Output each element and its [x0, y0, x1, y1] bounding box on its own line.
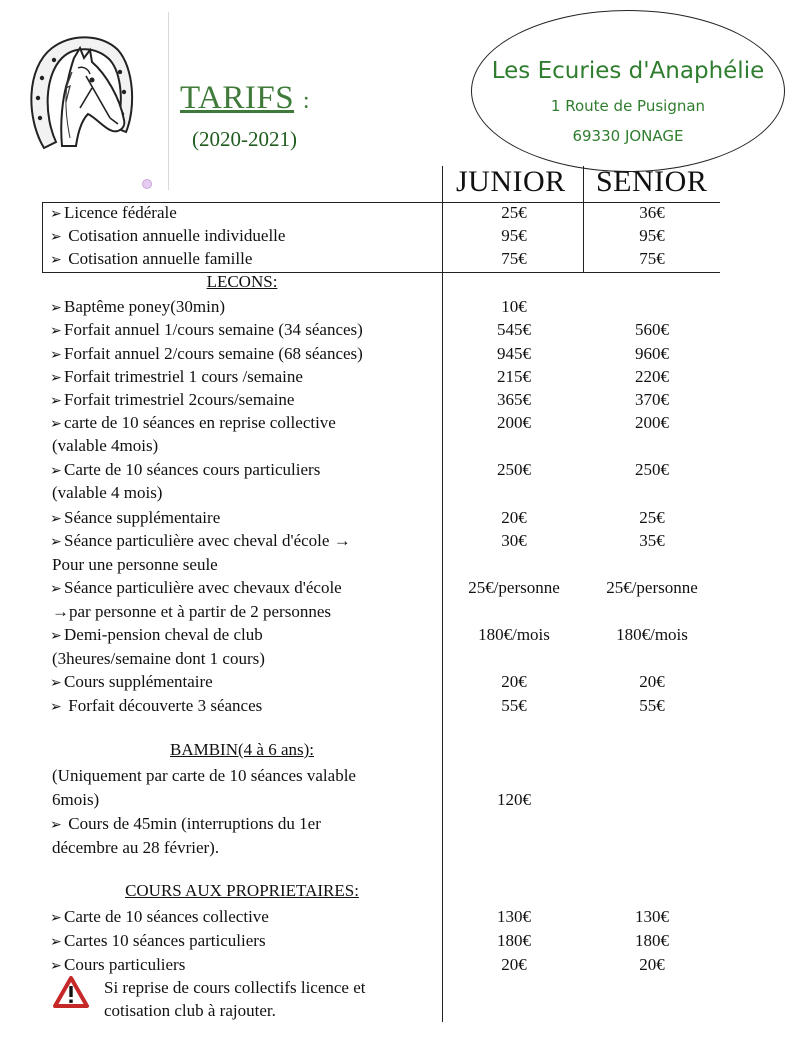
arrow-bullet-icon: ➢: [50, 393, 62, 409]
price-junior: 250€: [497, 460, 531, 479]
table-row: [50, 342, 363, 367]
arrow-bullet-icon: ➢: [50, 463, 62, 479]
row-label: Séance particulière avec chevaux d'école: [64, 578, 342, 597]
row-label: Séance particulière avec cheval d'école →: [64, 531, 351, 550]
row-label: Cours particuliers: [64, 955, 186, 974]
price-junior: 130€: [497, 907, 531, 926]
row-label: Cours supplémentaire: [64, 672, 213, 691]
price-senior: 25€: [639, 508, 665, 527]
table-row: [50, 694, 262, 719]
table-divider-junior: [442, 166, 443, 1022]
bambin-bullet-continued: décembre au 28 février).: [52, 838, 220, 857]
section-title-lecons: LECONS:: [206, 272, 278, 291]
row-label: Forfait annuel 2/cours semaine (68 séances): [64, 344, 363, 363]
price-senior: 95€: [639, 226, 665, 245]
price-junior: 200€: [497, 413, 531, 432]
price-senior: 180€/mois: [616, 625, 688, 644]
price-junior: 180€: [497, 931, 531, 950]
row-label: Carte de 10 séances collective: [64, 907, 269, 926]
arrow-bullet-icon: ➢: [50, 934, 62, 950]
table-row: [50, 529, 351, 554]
price-senior: 250€: [635, 460, 669, 479]
price-junior: 20€: [501, 672, 527, 691]
bambin-note-line2: 6mois): [52, 790, 100, 809]
price-senior: 36€: [639, 203, 665, 222]
header-divider: [168, 12, 169, 190]
row-label-continued: Pour une personne seule: [52, 555, 218, 574]
row-label-continued: →par personne et à partir de 2 personnes: [52, 602, 331, 621]
page-title: [180, 80, 310, 117]
warning-line2: cotisation club à rajouter.: [104, 1001, 276, 1020]
arrow-bullet-icon: ➢: [50, 534, 62, 550]
price-senior: 130€: [635, 907, 669, 926]
arrow-bullet-icon: ➢: [50, 628, 62, 644]
price-senior: 960€: [635, 344, 669, 363]
table-row: [50, 411, 336, 436]
price-junior: 215€: [497, 367, 531, 386]
price-senior: 55€: [639, 696, 665, 715]
horseshoe-horse-icon: [22, 28, 142, 168]
price-junior: 75€: [501, 249, 527, 268]
section-title-bambin: BAMBIN(4 à 6 ans):: [169, 740, 314, 759]
row-label: Cotisation annuelle famille: [68, 249, 253, 268]
arrow-bullet-icon: ➢: [50, 370, 62, 386]
row-label: Cartes 10 séances particuliers: [64, 931, 266, 950]
row-label: Demi-pension cheval de club: [64, 625, 263, 644]
price-junior: 20€: [501, 955, 527, 974]
price-junior: 20€: [501, 508, 527, 527]
table-row: [50, 623, 263, 648]
warning-line1: Si reprise de cours collectifs licence et: [104, 978, 366, 997]
price-senior: 75€: [639, 249, 665, 268]
title-colon: :: [302, 88, 310, 114]
column-header-senior: SENIOR: [596, 165, 708, 198]
price-junior: 55€: [501, 696, 527, 715]
row-label: Cotisation annuelle individuelle: [68, 226, 286, 245]
row-label: Forfait annuel 1/cours semaine (34 séances): [64, 320, 363, 339]
row-label: Baptême poney(30min): [64, 297, 225, 316]
arrow-bullet-icon: ➢: [50, 910, 62, 926]
table-row: [50, 201, 177, 226]
table-border-left: [42, 202, 43, 273]
bambin-bullet-text: Cours de 45min (interruptions du 1er: [68, 814, 321, 833]
club-address-line2: 69330 JONAGE: [572, 127, 684, 145]
row-label-continued: (valable 4 mois): [52, 483, 163, 502]
arrow-bullet-icon: ➢: [50, 581, 62, 597]
column-header-junior: JUNIOR: [456, 165, 566, 198]
price-junior: 945€: [497, 344, 531, 363]
price-junior: 25€: [501, 203, 527, 222]
warning-triangle-icon: [53, 976, 89, 1008]
price-senior: 20€: [639, 672, 665, 691]
arrow-bullet-icon: ➢: [50, 229, 62, 245]
table-row: [50, 224, 285, 249]
arrow-bullet-icon: ➢: [50, 511, 62, 527]
arrow-bullet-icon: ➢: [50, 347, 62, 363]
row-label: Forfait découverte 3 séances: [68, 696, 263, 715]
price-senior: 180€: [635, 931, 669, 950]
row-label: Carte de 10 séances cours particuliers: [64, 460, 321, 479]
arrow-bullet-icon: ➢: [50, 958, 62, 974]
row-label: Forfait trimestriel 1 cours /semaine: [64, 367, 303, 386]
price-junior: 30€: [501, 531, 527, 550]
arrow-bullet-icon: ➢: [50, 817, 62, 833]
table-row: [50, 247, 252, 272]
price-senior: 560€: [635, 320, 669, 339]
price-senior: 20€: [639, 955, 665, 974]
price-senior: 25€/personne: [606, 578, 698, 597]
arrow-bullet-icon: ➢: [50, 206, 62, 222]
table-divider-senior: [583, 166, 584, 273]
decorative-dot-icon: [142, 179, 152, 189]
table-row: [50, 295, 225, 320]
arrow-bullet-icon: ➢: [50, 252, 62, 268]
row-label: Séance supplémentaire: [64, 508, 221, 527]
table-row: [50, 318, 363, 343]
table-row: [50, 458, 320, 483]
row-label: carte de 10 séances en reprise collective: [64, 413, 336, 432]
table-row: [50, 576, 342, 601]
price-senior: 370€: [635, 390, 669, 409]
table-row: [50, 388, 294, 413]
arrow-bullet-icon: ➢: [50, 323, 62, 339]
arrow-bullet-icon: ➢: [50, 300, 62, 316]
table-row: [50, 506, 220, 531]
bambin-note-line1: (Uniquement par carte de 10 séances valable: [52, 766, 356, 785]
table-row: [50, 929, 266, 954]
arrow-bullet-icon: ➢: [50, 675, 62, 691]
price-junior: 95€: [501, 226, 527, 245]
price-junior: 120€: [497, 790, 531, 809]
club-oval: [471, 10, 785, 172]
price-junior: 25€/personne: [468, 578, 560, 597]
title-text: TARIFS: [180, 80, 295, 116]
price-junior: 180€/mois: [478, 625, 550, 644]
table-row: [50, 905, 269, 930]
table-row: [50, 670, 213, 695]
row-label-continued: (valable 4mois): [52, 436, 159, 455]
section-title-proprietaires: COURS AUX PROPRIETAIRES:: [125, 881, 359, 900]
arrow-bullet-icon: ➢: [50, 699, 62, 715]
club-name: Les Ecuries d'Anaphélie: [491, 58, 765, 84]
row-label-continued: (3heures/semaine dont 1 cours): [52, 649, 265, 668]
price-junior: 545€: [497, 320, 531, 339]
season-label: (2020-2021): [192, 127, 297, 151]
club-address-line1: 1 Route de Pusignan: [550, 97, 706, 115]
bambin-bullet: [50, 812, 321, 837]
table-row: [50, 365, 303, 390]
table-row: [50, 953, 185, 978]
arrow-bullet-icon: ➢: [50, 416, 62, 432]
row-label: Forfait trimestriel 2cours/semaine: [64, 390, 295, 409]
warning-text: [104, 976, 366, 1022]
price-senior: 200€: [635, 413, 669, 432]
price-senior: 35€: [639, 531, 665, 550]
price-junior: 10€: [501, 297, 527, 316]
price-senior: 220€: [635, 367, 669, 386]
price-junior: 365€: [497, 390, 531, 409]
row-label: Licence fédérale: [64, 203, 177, 222]
